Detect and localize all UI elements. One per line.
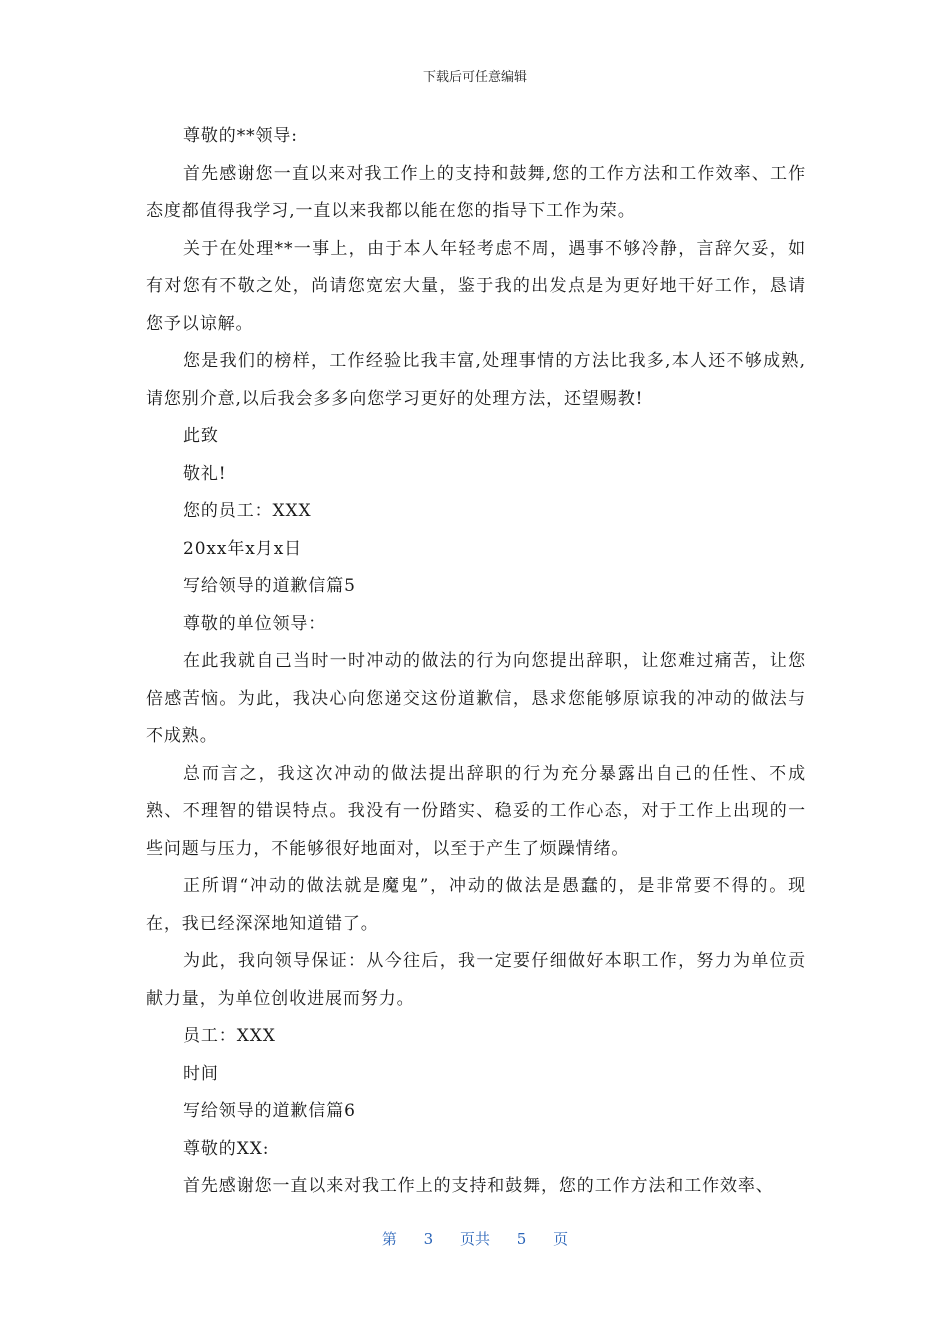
closing-line: 敬礼!	[183, 463, 227, 484]
page-footer	[0, 1228, 950, 1249]
signature: 员工：XXX	[183, 1026, 276, 1046]
paragraph: 关于在处理**一事上，由于本人年轻考虑不周，遇事不够冷静，言辞欠妥，如有对您有不敬之处，尚请您宽宏大量，鉴于我的出发点是为更好地干好工作，恳请您予以谅解。	[146, 238, 806, 334]
salutation: 尊敬的XX:	[183, 1138, 270, 1159]
footer-middle: 页共	[459, 1230, 490, 1248]
current-page-number: 3	[423, 1230, 434, 1248]
paragraph: 为此，我向领导保证：从今往后，我一定要仔细做好本职工作，努力为单位贡献力量，为单位创收进展而努力。	[146, 951, 806, 1009]
paragraph: 您是我们的榜样，工作经验比我丰富,处理事情的方法比我多,本人还不够成熟,请您别介意,以后我会多多向您学习更好的处理方法，还望赐教!	[146, 351, 806, 409]
signature: 您的员工：XXX	[183, 501, 312, 521]
footer-suffix: 页	[553, 1230, 569, 1248]
date-line: 时间	[183, 1063, 219, 1084]
salutation: 尊敬的单位领导：	[183, 613, 327, 634]
header-note: 下载后可任意编辑	[422, 70, 527, 85]
paragraph: 首先感谢您一直以来对我工作上的支持和鼓舞，您的工作方法和工作效率、	[183, 1176, 774, 1196]
paragraph: 正所谓“冲动的做法就是魔鬼”，冲动的做法是愚蠢的，是非常要不得的。现在，我已经深深地知道错了。	[146, 876, 806, 934]
closing-line: 此致	[183, 426, 219, 446]
salutation: 尊敬的**领导:	[183, 126, 298, 146]
footer-prefix: 第	[381, 1230, 397, 1248]
document-body	[146, 118, 806, 1206]
section-title: 写给领导的道歉信篇5	[183, 576, 356, 596]
paragraph: 总而言之，我这次冲动的做法提出辞职的行为充分暴露出自己的任性、不成熟、不理智的错误特点。我没有一份踏实、稳妥的工作心态，对于工作上出现的一些问题与压力，不能够很好地面对，以至于产生了烦躁情绪。	[146, 763, 806, 859]
paragraph: 在此我就自己当时一时冲动的做法的行为向您提出辞职，让您难过痛苦，让您倍感苦恼。为此，我决心向您递交这份道歉信，恳求您能够原谅我的冲动的做法与不成熟。	[146, 651, 806, 746]
section-title: 写给领导的道歉信篇6	[183, 1101, 356, 1121]
total-page-number: 5	[516, 1230, 527, 1248]
paragraph: 首先感谢您一直以来对我工作上的支持和鼓舞,您的工作方法和工作效率、工作态度都值得我学习,一直以来我都以能在您的指导下工作为荣。	[146, 163, 806, 221]
date-line: 20xx年x月x日	[183, 538, 303, 559]
